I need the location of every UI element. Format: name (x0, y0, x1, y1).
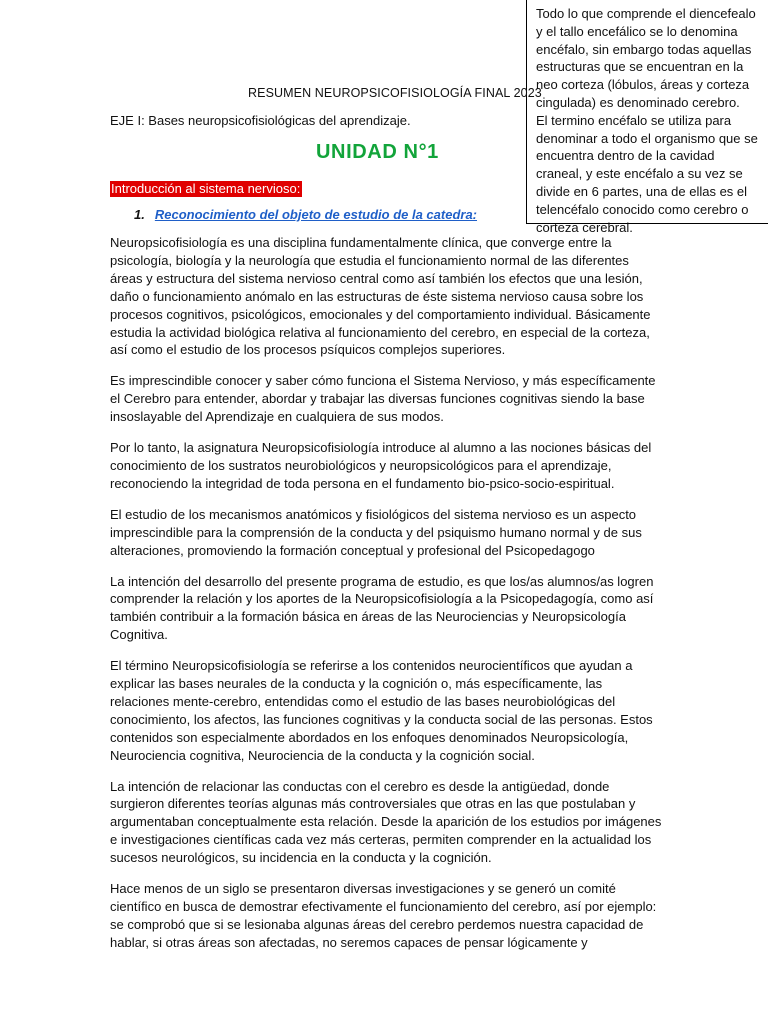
body-paragraph: Hace menos de un siglo se presentaron diversas investigaciones y se generó un comité científico en busca de demostrar efectivamente el funcionamiento del cerebro, así por ejemplo: se comprobó que si se lesionaba algunas áreas del cerebro perdemos nuestra capacidad de hablar, si otras áreas son afectadas, no seremos capaces de pensar lógicamente y (110, 881, 657, 950)
definition-paragraph-1: Todo lo que comprende el diencefealo y el tallo encefálico se lo denomina encéfalo, sin embargo todas aquellas estructuras que se encuentran en la neo corteza (lóbulos, áreas y corteza cingulada) es denominado cerebro. (536, 6, 756, 110)
subsection-title-link[interactable]: Reconocimiento del objeto de estudio de la catedra: (154, 207, 478, 222)
body-paragraph: Es imprescindible conocer y saber cómo funciona el Sistema Nervioso, y más específicamente el Cerebro para entender, abordar y trabajar las diversas funciones cognitivas siendo la base insoslayable del Aprendizaje en cualquiera de sus modos. (110, 373, 656, 425)
body-paragraph: La intención del desarrollo del presente programa de estudio, es que los/as alumnos/as logren comprender la relación y los aportes de la Neuropsicofisiología a la Psicopedagogía, como así también contribuir a la formación básica en áreas de las Neurociencias y Neuropsicología Cognitiva. (110, 573, 654, 643)
body-paragraph: El estudio de los mecanismos anatómicos y fisiológicos del sistema nervioso es un aspecto imprescindible para la comprensión de la conducta y del psiquismo humano normal y de sus alteraciones, promoviendo la formación conceptual y profesional del Psicopedagogo (110, 506, 642, 558)
body-paragraph: El término Neuropsicofisiología se referirse a los contenidos neurocientíficos que ayudan a explicar las bases neurales de la conducta y la cognición o, más específicamente, las relaciones mente-cerebro, entendidas como el estudio de las bases neurobiológicas del conocimiento, los afectos, las funciones cognitivas y la conducta social de las personas. Estos contenidos son especialmente abordados en los enfoques denominados Neuropsicología, Neurociencia cognitiva, Neurociencia de la conducta y la cognición social. (110, 658, 653, 763)
unit-heading: UNIDAD N°1 (316, 141, 439, 163)
definition-paragraph-2: El termino encéfalo se utiliza para denominar a todo el organismo que se encuentra dentro de la cavidad craneal, y este encéfalo a su vez se divide en 6 partes, una de ellas es el telencéfalo conocido como cerebro o corteza cerebral. (536, 112, 758, 235)
body-paragraph: Neuropsicofisiología es una disciplina fundamentalmente clínica, que converge entre la psicología, biología y la neurología que estudia el funcionamiento normal de las diferentes áreas y estructura del sistema nervioso central como así también los efectos que una lesión, daño o funcionamiento anómalo en las estructuras de éste sistema nervioso causa sobre los procesos cognitivos, psicológicos, emocionales y del comportamiento individual. Básicamente estudia la actividad biológica relativa al funcionamiento del cerebro, en especial de la corteza, así como el estudio de los procesos psíquicos complejos superiores. (110, 235, 651, 358)
body-text (110, 234, 662, 965)
subsection-number: 1. (134, 207, 145, 222)
body-paragraph: Por lo tanto, la asignatura Neuropsicofisiología introduce al alumno a las nociones básicas del conocimiento de los sustratos neurobiológicos y neuropsicológicos para el aprendizaje, reconociendo la integridad de toda persona en el fundamento bio-psico-socio-espiritual. (110, 440, 652, 491)
document-title: RESUMEN NEUROPSICOFISIOLOGÍA FINAL 2023 (248, 86, 542, 100)
axis-heading: EJE I: Bases neuropsicofisiológicas del aprendizaje. (110, 113, 411, 128)
subsection-heading (134, 207, 477, 222)
body-paragraph: La intención de relacionar las conductas con el cerebro es desde la antigüedad, donde surgieron diferentes teorías algunas más controversiales que otras en las que postulaban y argumentaban conceptualmente esta relación. Desde la aparición de los estudios por imágenes e investigaciones científicas cada vez más certeras, permiten comprender en la actualidad los sucesos neurológicos, su incidencia en la conducta y la cognición. (110, 778, 662, 866)
section-label: Introducción al sistema nervioso: (111, 181, 301, 196)
definition-text-box (526, 0, 768, 235)
